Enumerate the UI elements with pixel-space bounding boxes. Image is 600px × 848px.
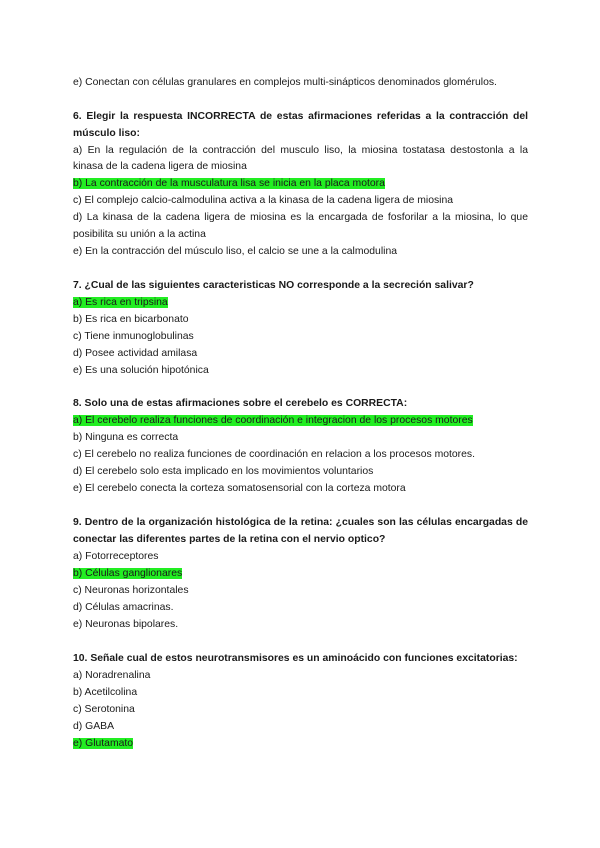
answer-line xyxy=(73,194,528,207)
line-text: e) Conectan con células granulares en complejos multi-sinápticos denominados glomérulos. xyxy=(73,77,497,88)
question-line xyxy=(73,516,528,529)
highlighted-correct-answer: b) Células ganglionares xyxy=(73,568,183,579)
question-line xyxy=(73,652,528,665)
line-text: e) Es una solución hipotónica xyxy=(73,365,209,376)
line-text: 9. Dentro de la organización histológica de la retina: ¿cuales son las células encargadas de xyxy=(73,517,528,528)
answer-line xyxy=(73,448,528,461)
answer-line xyxy=(73,177,528,190)
answer-line xyxy=(73,465,528,478)
highlighted-correct-answer: a) El cerebelo realiza funciones de coordinación e integracion de los procesos motores xyxy=(73,415,473,426)
answer-line xyxy=(73,245,528,258)
line-text: b) Es rica en bicarbonato xyxy=(73,314,189,325)
answer-line xyxy=(73,228,528,241)
highlighted-correct-answer: a) Es rica en tripsina xyxy=(73,297,168,308)
line-text: b) Ninguna es correcta xyxy=(73,432,179,443)
line-text: d) Posee actividad amilasa xyxy=(73,348,198,359)
answer-line xyxy=(73,618,528,631)
answer-line xyxy=(73,296,528,309)
answer-line xyxy=(73,160,528,173)
answer-line xyxy=(73,144,528,157)
answer-line xyxy=(73,720,528,733)
line-text: conectar las diferentes partes de la retina con el nervio optico? xyxy=(73,534,386,545)
answer-line xyxy=(73,313,528,326)
question-line xyxy=(73,397,528,410)
answer-line xyxy=(73,431,528,444)
line-text: c) Serotonina xyxy=(73,704,135,715)
line-text: b) Acetilcolina xyxy=(73,687,138,698)
line-text: c) Tiene inmunoglobulinas xyxy=(73,331,194,342)
answer-line xyxy=(73,364,528,377)
answer-line xyxy=(73,76,528,89)
line-text: músculo liso: xyxy=(73,128,140,139)
answer-line xyxy=(73,601,528,614)
answer-line xyxy=(73,482,528,495)
question-line xyxy=(73,533,528,546)
answer-line xyxy=(73,550,528,563)
line-text: a) En la regulación de la contracción del musculo liso, la miosina tostatasa destostonla a la xyxy=(73,145,528,156)
answer-line xyxy=(73,703,528,716)
answer-line xyxy=(73,686,528,699)
answer-line xyxy=(73,330,528,343)
question-line xyxy=(73,279,528,292)
line-text: kinasa de la cadena ligera de miosina xyxy=(73,161,247,172)
line-text: d) El cerebelo solo esta implicado en los movimientos voluntarios xyxy=(73,466,374,477)
answer-line xyxy=(73,211,528,224)
line-text: a) Fotorreceptores xyxy=(73,551,159,562)
answer-line xyxy=(73,584,528,597)
line-text: d) GABA xyxy=(73,721,114,732)
line-text: c) El cerebelo no realiza funciones de coordinación en relacion a los procesos motores. xyxy=(73,449,475,460)
answer-line xyxy=(73,567,528,580)
line-text: 6. Elegir la respuesta INCORRECTA de estas afirmaciones referidas a la contracción del xyxy=(73,111,528,122)
line-text: c) El complejo calcio-calmodulina activa a la kinasa de la cadena ligera de miosina xyxy=(73,195,454,206)
line-text: e) En la contracción del músculo liso, el calcio se une a la calmodulina xyxy=(73,246,398,257)
line-text: d) La kinasa de la cadena ligera de miosina es la encargada de fosforilar a la miosina, lo que xyxy=(73,212,528,223)
question-line xyxy=(73,110,528,123)
answer-line xyxy=(73,737,528,750)
answer-line xyxy=(73,347,528,360)
line-text: e) Neuronas bipolares. xyxy=(73,619,179,630)
answer-line xyxy=(73,669,528,682)
line-text: c) Neuronas horizontales xyxy=(73,585,189,596)
line-text: 8. Solo una de estas afirmaciones sobre el cerebelo es CORRECTA: xyxy=(73,398,408,409)
line-text: 7. ¿Cual de las siguientes caracteristicas NO corresponde a la secreción salivar? xyxy=(73,280,474,291)
highlighted-correct-answer: e) Glutamato xyxy=(73,738,134,749)
answer-line xyxy=(73,414,528,427)
highlighted-correct-answer: b) La contracción de la musculatura lisa se inicia en la placa motora xyxy=(73,178,385,189)
line-text: d) Células amacrinas. xyxy=(73,602,174,613)
line-text: 10. Señale cual de estos neurotransmisores es un aminoácido con funciones excitatorias: xyxy=(73,653,518,664)
line-text: posibilita su unión a la actina xyxy=(73,229,206,240)
line-text: a) Noradrenalina xyxy=(73,670,151,681)
line-text: e) El cerebelo conecta la corteza somatosensorial con la corteza motora xyxy=(73,483,406,494)
question-line xyxy=(73,127,528,140)
